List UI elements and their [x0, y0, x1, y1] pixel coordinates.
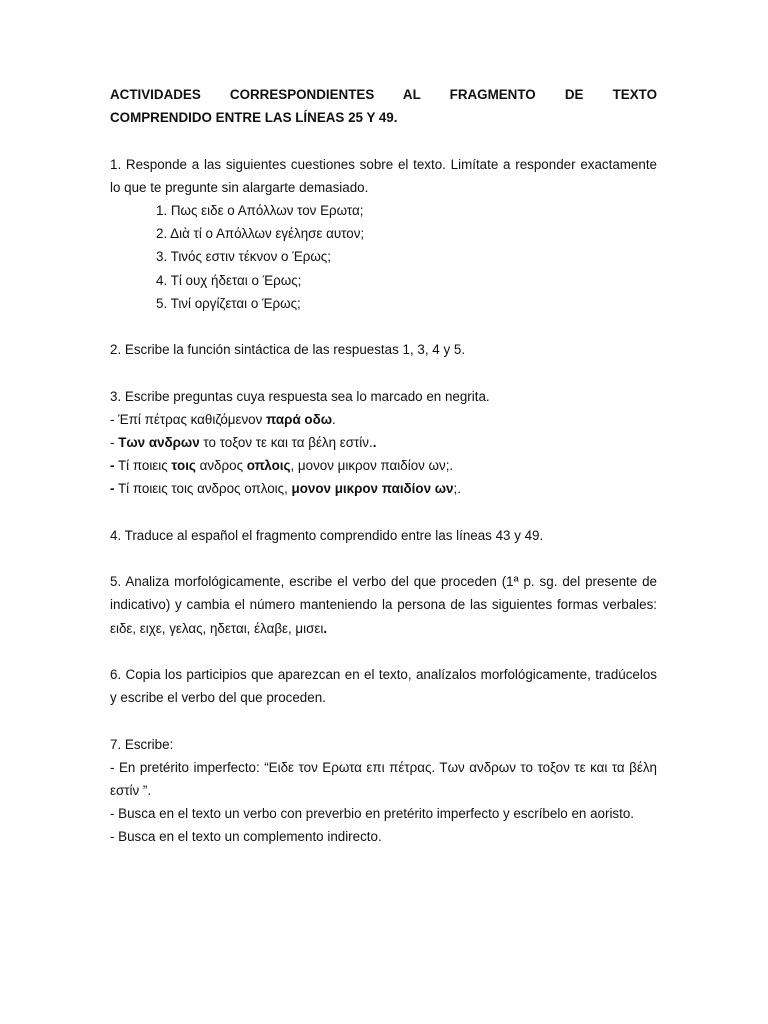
question-5-text: 5. Analiza morfológicamente, escribe el verbo del que proceden (1ª p. sg. del presente de indicativo) y cambia el número manteniendo la persona de las siguientes formas verbales: ειδε, ειχε, γελας, ηδεται, έλαβε, μισει. — [110, 574, 657, 636]
question-3 — [110, 385, 657, 501]
bold-answer: τοις — [171, 458, 196, 474]
question-3-line-3: - Τί ποιεις τοις ανδρος οπλοις, μονον μικρον παιδίον ων;. — [110, 458, 454, 474]
title-line-1: ACTIVIDADES CORRESPONDIENTES AL FRAGMENTO DE TEXTO — [110, 87, 657, 102]
question-3-line-2: - Των ανδρων το τοξον τε και τα βέλη εστίν.. — [110, 435, 377, 450]
title-line-2: COMPRENDIDO ENTRE LAS LÍNEAS 25 Y 49. — [110, 110, 398, 126]
question-1-item-2: 2. Διὰ τί ο Απόλλων εγέλησε αυτον; — [156, 226, 365, 242]
question-1-item-4: 4. Τί ουχ ήδεται ο Έρως; — [156, 272, 302, 288]
question-1-text: 1. Responde a las siguientes cuestiones sobre el texto. Limítate a responder exactamente lo que te pregunte sin alargarte demasiado. — [110, 156, 657, 195]
question-6-text: 6. Copia los participios que aparezcan en el texto, analízalos morfológicamente, tradúcelos y escribe el verbo del que proceden. — [110, 666, 657, 706]
bold-answer: μονον μικρον παιδίον ων — [291, 481, 454, 497]
question-3-line-4: - Τί ποιεις τοις ανδρος οπλοις, μονον μικρον παιδίον ων;. — [110, 481, 461, 497]
question-7 — [110, 733, 657, 849]
document-title — [110, 83, 657, 129]
question-7-label: 7. Escribe: — [110, 736, 174, 752]
document-content — [110, 83, 657, 849]
question-7-item-2: - Busca en el texto un verbo con preverbio en pretérito imperfecto y escríbelo en aoristo. — [110, 806, 635, 822]
bold-answer: Των ανδρων — [118, 435, 200, 450]
question-7-item-3: - Busca en el texto un complemento indirecto. — [110, 829, 382, 845]
question-1-item-5: 5. Τινί οργίζεται ο Έρως; — [156, 295, 301, 311]
question-4-text: 4. Traduce al español el fragmento comprendido entre las líneas 43 y 49. — [110, 527, 544, 543]
question-1-item-3: 3. Τινός εστιν τέκνον ο Έρως; — [156, 249, 331, 265]
question-3-text: 3. Escribe preguntas cuya respuesta sea lo marcado en negrita. — [110, 388, 490, 404]
question-7-item-1: - En pretérito imperfecto: “Ειδε τον Ερωτα επι πέτρας. Των ανδρων το τοξον τε και τα βέλη εστίν ”. — [110, 759, 657, 798]
question-1 — [110, 153, 657, 315]
question-2-text: 2. Escribe la función sintáctica de las respuestas 1, 3, 4 y 5. — [110, 342, 466, 358]
question-1-item-1: 1. Πως ειδε ο Απόλλων τον Ερωτα; — [156, 203, 364, 218]
question-3-line-1: - Έπί πέτρας καθιζόμενον παρά οδω. — [110, 411, 336, 427]
bold-answer: οπλοις — [246, 458, 291, 474]
bold-answer: παρά οδω — [266, 411, 333, 427]
